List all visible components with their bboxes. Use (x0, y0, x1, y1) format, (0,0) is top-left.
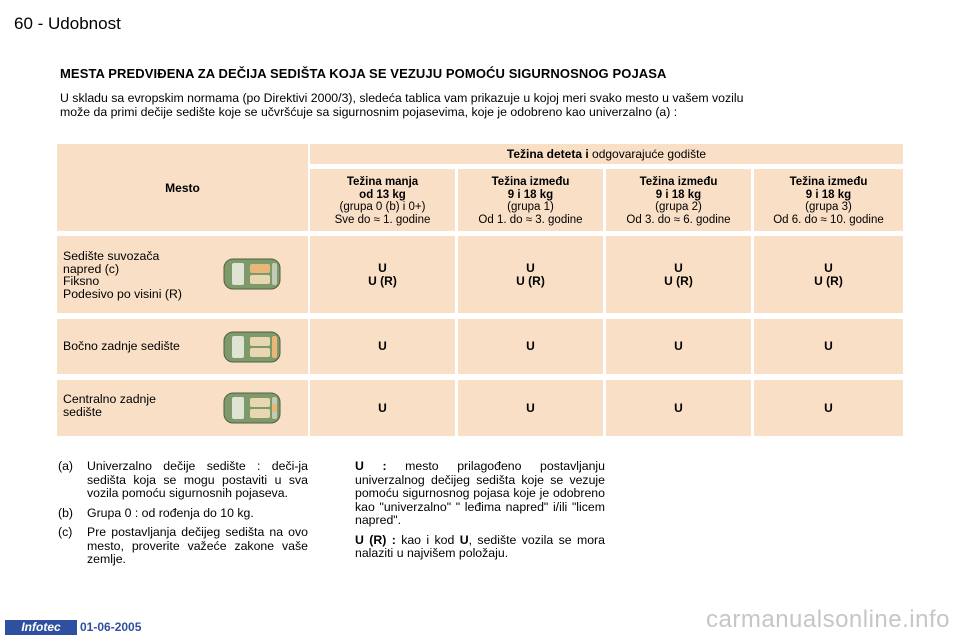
header-group-rest: odgovarajuće godište (588, 147, 707, 161)
footnote-b-key: (b) (58, 505, 74, 520)
cell-r1-c2 (458, 236, 603, 313)
row-3-label-line-2: sedište (63, 404, 102, 419)
footnotes (58, 460, 308, 573)
row-label-center-rear (57, 380, 308, 436)
col-4-line-3: (grupa 3) (805, 201, 852, 213)
car-seat-diagram-icon (222, 327, 282, 367)
header-col-4 (754, 169, 903, 231)
cell-r1-c4-line-1: U (824, 260, 833, 275)
cell-r2-c2: U (458, 319, 603, 374)
legend-notes (355, 460, 605, 567)
page-header: 60 - Udobnost (14, 14, 121, 33)
legend-ur-mid: kao i kod (395, 532, 460, 547)
child-seat-table (57, 144, 903, 436)
row-3-label-text (63, 393, 156, 418)
row-1-label-line-4: Podesivo po visini (R) (63, 286, 182, 301)
car-seat-diagram-icon (222, 388, 282, 428)
cell-r1-c3-line-2: U (R) (664, 273, 693, 288)
cell-r2-c1: U (310, 319, 455, 374)
col-4-line-1: Težina između (789, 176, 868, 188)
row-1-label-line-2: napred (c) (63, 261, 120, 276)
section-title: MESTA PREDVIĐENA ZA DEČIJA SEDIŠTA KOJA SE VEZUJU POMOĆU SIGURNOSNOG POJASA (60, 66, 667, 81)
col-2-line-1: Težina između (491, 176, 570, 188)
intro-line-1: U skladu sa evropskim normama (po Direktivi 2000/3), sledeća tablica vam prikazuje u kojoj meri svako mesto u vašem vozilu (60, 91, 744, 105)
legend-ur (355, 534, 605, 561)
cell-r1-c2-line-2: U (R) (516, 273, 545, 288)
col-2-line-2: 9 i 18 kg (507, 188, 554, 201)
header-group-bold: Težina deteta i (506, 147, 589, 161)
header-group (310, 144, 903, 164)
row-3-label-line-1: Centralno zadnje (63, 392, 156, 406)
legend-u-text: mesto prilagođeno postavljanju univerzalnog dečijeg sedišta koje se vezuje pomoću sigurnosnog pojasa koje je odobreno kao "univerzalno" " leđima napred" i/ili "licem napred". (355, 459, 605, 527)
col-4-line-4: Od 6. do ≈ 10. godine (773, 213, 884, 226)
footer-date: 01-06-2005 (80, 620, 142, 634)
footnote-c-text: Pre postavljanja dečijeg sedišta na ovo mesto, proverite važeće zakone vaše zemlje. (87, 525, 308, 566)
legend-ur-key: U (R) : (355, 532, 396, 547)
col-2-line-3: (grupa 1) (507, 201, 554, 213)
cell-r3-c4: U (754, 380, 903, 436)
col-4-line-2: 9 i 18 kg (805, 188, 852, 201)
row-2-label-line-1: Bočno zadnje sedište (63, 339, 180, 353)
car-seat-diagram-icon (222, 254, 282, 294)
cell-r1-c4 (754, 236, 903, 313)
cell-r1-c1 (310, 236, 455, 313)
footnote-a (58, 460, 308, 501)
row-1-label-line-1: Sedište suvozača (63, 249, 160, 263)
legend-u-key: U : (355, 459, 387, 473)
cell-r1-c3 (606, 236, 751, 313)
footnote-a-key: (a) (58, 459, 74, 473)
header-col-1 (310, 169, 455, 231)
cell-r1-c4-line-2: U (R) (814, 273, 843, 288)
row-label-front-passenger (57, 236, 308, 313)
row-2-label-text (63, 340, 180, 353)
col-3-line-1: Težina između (639, 176, 718, 188)
col-1-line-3: (grupa 0 (b) i 0+) (339, 201, 426, 213)
footnote-c-key: (c) (58, 525, 73, 539)
footnote-b-text: Grupa 0 : od rođenja do 10 kg. (87, 505, 254, 520)
row-1-label-line-3: Fiksno (63, 274, 100, 288)
cell-r2-c4: U (754, 319, 903, 374)
col-1-line-1: Težina manja (346, 176, 419, 188)
cell-r3-c3: U (606, 380, 751, 436)
row-label-side-rear (57, 319, 308, 374)
col-3-line-4: Od 3. do ≈ 6. godine (626, 213, 731, 226)
cell-r3-c1: U (310, 380, 455, 436)
footnote-a-text: Univerzalno dečije sedište : deči-ja sedišta koja se mogu postaviti u sva vozila pomoću sigurnosnih pojaseva. (87, 459, 308, 500)
col-3-line-3: (grupa 2) (655, 201, 702, 213)
col-3-line-2: 9 i 18 kg (655, 188, 702, 201)
header-col-3 (606, 169, 751, 231)
col-1-line-4: Sve do ≈ 1. godine (334, 213, 431, 226)
legend-u (355, 460, 605, 528)
intro-line-2: može da primi dečije sedište koje se učvršćuje sa sigurnosnim pojasevima, koje je odobreno kao univerzalno (a) : (60, 105, 678, 119)
intro-paragraph (60, 91, 908, 119)
row-1-label-text (63, 250, 182, 300)
cell-r1-c2-line-1: U (526, 260, 535, 275)
header-mesto: Mesto (57, 144, 308, 231)
cell-r1-c1-line-2: U (R) (368, 273, 397, 288)
legend-ur-u: U (459, 532, 469, 547)
footnote-b (58, 507, 308, 521)
footnote-c (58, 526, 308, 567)
header-col-2 (458, 169, 603, 231)
legend-ur-text: , sedište vozila se mora nalaziti u najvišem položaju. (355, 532, 605, 560)
cell-r1-c3-line-1: U (674, 260, 683, 275)
cell-r3-c2: U (458, 380, 603, 436)
infotec-logo: Infotec (5, 620, 77, 635)
watermark: carmanualsonline.info (706, 606, 950, 633)
cell-r2-c3: U (606, 319, 751, 374)
col-1-line-2: od 13 kg (359, 188, 406, 201)
cell-r1-c1-line-1: U (378, 260, 387, 275)
col-2-line-4: Od 1. do ≈ 3. godine (478, 213, 583, 226)
